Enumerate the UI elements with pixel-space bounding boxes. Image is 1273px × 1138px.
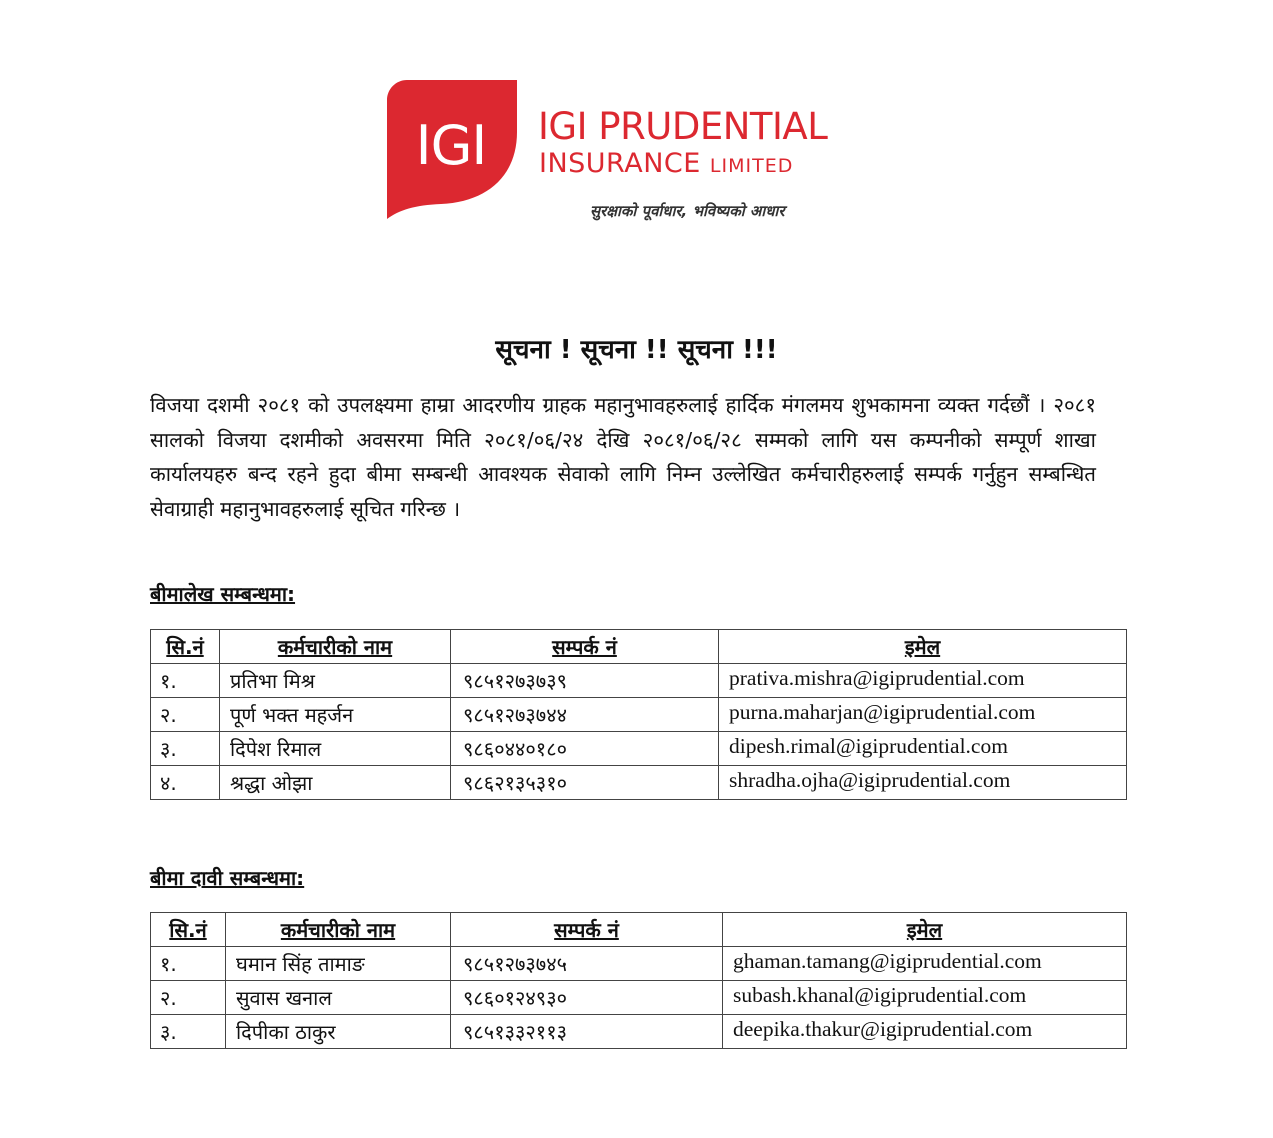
phone-cell: ९८६०१२४९३० [451,981,723,1015]
table-row [151,1015,1127,1049]
header-name: कर्मचारीको नाम [220,630,451,664]
email-cell: prativa.mishra@igiprudential.com [719,664,1127,698]
header-name: कर्मचारीको नाम [226,913,451,947]
name-cell: सुवास खनाल [226,981,451,1015]
phone-cell: ९८५१२७३७४५ [451,947,723,981]
table-row [151,732,1127,766]
email-cell: deepika.thakur@igiprudential.com [723,1015,1127,1049]
notice-title: सूचना ! सूचना !! सूचना !!! [495,335,778,365]
name-cell: दिपीका ठाकुर [226,1015,451,1049]
serial-cell: ४. [151,766,220,800]
email-cell: subash.khanal@igiprudential.com [723,981,1127,1015]
logo-brand-name: IGI PRUDENTIAL [538,105,828,148]
phone-cell: ९८५१२७३७४४ [451,698,719,732]
name-cell: प्रतिभा मिश्र [220,664,451,698]
table-row [151,947,1127,981]
table-header-row [151,913,1127,947]
email-cell: dipesh.rimal@igiprudential.com [719,732,1127,766]
logo-mark-text: IGI [415,114,487,177]
logo-insurance-text: INSURANCE [539,148,701,179]
email-cell: shradha.ojha@igiprudential.com [719,766,1127,800]
logo-brand-subline [539,150,793,180]
serial-cell: १. [151,947,226,981]
email-cell: purna.maharjan@igiprudential.com [719,698,1127,732]
serial-cell: ३. [151,732,220,766]
logo-limited-text: LIMITED [709,155,794,177]
company-logo [385,80,865,230]
table-row [151,766,1127,800]
header-email: इमेल [723,913,1127,947]
header-phone: सम्पर्क नं [451,630,719,664]
name-cell: पूर्ण भक्त महर्जन [220,698,451,732]
table-row [151,698,1127,732]
table-row [151,981,1127,1015]
email-cell: ghaman.tamang@igiprudential.com [723,947,1127,981]
name-cell: दिपेश रिमाल [220,732,451,766]
phone-cell: ९८५१२७३७३९ [451,664,719,698]
notice-body: विजया दशमी २०८१ को उपलक्ष्यमा हाम्रा आदरणीय ग्राहक महानुभावहरुलाई हार्दिक मंगलमय शुभकामना व्यक्त गर्दछौं । २०८१ सालको विजया दशमीको अवसरमा मिति २०८१/०६/२४ देखि २०८१/०६/२८ सम्मको लागि यस कम्पनीको सम्पूर्ण शाखा कार्यालयहरु बन्द रहने हुदा बीमा सम्बन्धी आवश्यक सेवाको लागि निम्न उल्लेखित कर्मचारीहरुलाई सम्पर्क गर्नुहुन सम्बन्धित सेवाग्राही महानुभावहरुलाई सूचित गरिन्छ । [150,393,1096,521]
header-serial: सि.नं [151,913,226,947]
serial-cell: २. [151,698,220,732]
claim-contacts-table [150,912,1127,1049]
policy-contacts-table [150,629,1127,800]
phone-cell: ९८६२१३५३१० [451,766,719,800]
logo-tagline: सुरक्षाको पूर्वाधार, भविष्यको आधार [590,202,785,220]
serial-cell: ३. [151,1015,226,1049]
header-email: इमेल [719,630,1127,664]
table-row [151,664,1127,698]
header-phone: सम्पर्क नं [451,913,723,947]
header-serial: सि.नं [151,630,220,664]
name-cell: घमान सिंह तामाङ [226,947,451,981]
phone-cell: ९८५१३३२११३ [451,1015,723,1049]
name-cell: श्रद्धा ओझा [220,766,451,800]
claim-section-title: बीमा दावी सम्बन्धमा: [150,866,305,890]
serial-cell: २. [151,981,226,1015]
serial-cell: १. [151,664,220,698]
logo-mark [385,80,520,220]
phone-cell: ९८६०४४०१८० [451,732,719,766]
policy-section-title: बीमालेख सम्बन्धमा: [150,582,296,606]
table-header-row [151,630,1127,664]
